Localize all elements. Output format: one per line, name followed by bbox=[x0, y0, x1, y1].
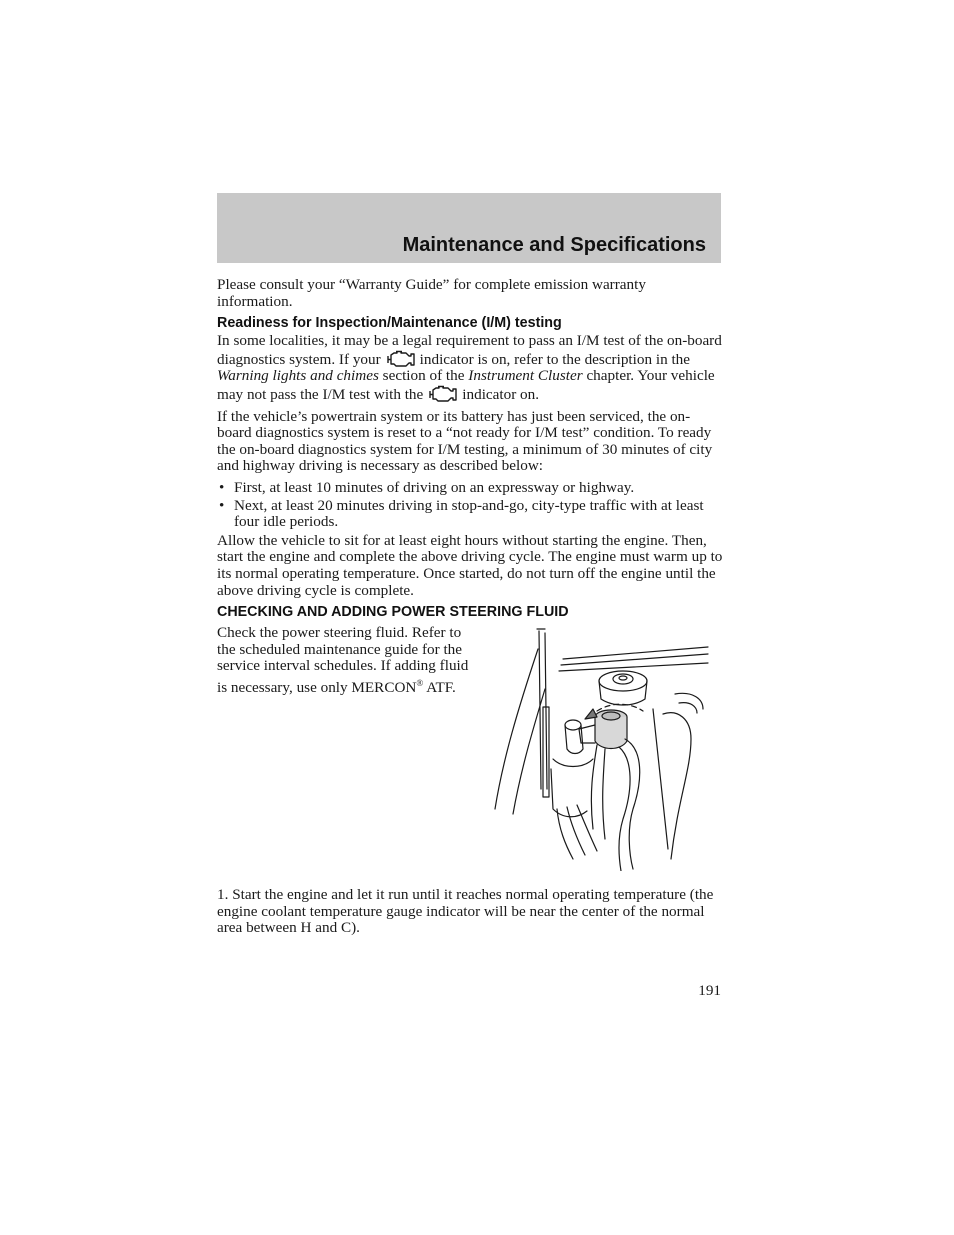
check-engine-icon bbox=[385, 350, 416, 368]
header-band bbox=[217, 193, 721, 263]
im-paragraph-2: If the vehicle’s powertrain system or its battery has just been serviced, the on-board diagnostics system is reset to a “not ready for I/M test” condition. To ready the on-board diagnostics system for I/M testing, a minimum of 30 minutes of city and highway driving is necessary as described below: bbox=[217, 407, 713, 475]
power-steering-paragraph: Check the power steering fluid. Refer to the scheduled maintenance guide for the service interval schedules. If adding fluid is necessary, use only MERCON® ATF. bbox=[217, 624, 469, 696]
list-item: • Next, at least 20 minutes driving in stop-and-go, city-type traffic with at least four idle periods. bbox=[217, 498, 723, 531]
intro-paragraph: Please consult your “Warranty Guide” for complete emission warranty information. bbox=[217, 276, 646, 310]
power-steering-reservoir-illustration bbox=[493, 619, 713, 871]
page-number: 191 bbox=[698, 982, 721, 999]
step-1: 1. Start the engine and let it run until it reaches normal operating temperature (the engine coolant temperature gauge indicator will be near the center of the normal area between H and C). bbox=[217, 886, 714, 937]
im-heading: Readiness for Inspection/Maintenance (I/M) testing bbox=[217, 315, 562, 332]
page-content bbox=[217, 277, 723, 942]
driving-cycle-list bbox=[217, 480, 723, 531]
im-paragraph-3: Allow the vehicle to sit for at least eight hours without starting the engine. Then, start the engine and complete the above driving cycle. The engine must warm up to its normal operating temperature. Once started, do not turn off the engine until the above driving cycle is complete. bbox=[217, 531, 723, 599]
list-item: • First, at least 10 minutes of driving on an expressway or highway. bbox=[217, 480, 723, 497]
im-paragraph-1: In some localities, it may be a legal requirement to pass an I/M test of the on-board diagnostics system. If your indicator is on, refer to the description in the Warning lights and chimes section of the Instrument Cluster chapter. Your vehicle may not pass the I/M test with the indicator on. bbox=[217, 332, 722, 403]
power-steering-row bbox=[217, 625, 723, 887]
page-title: Maintenance and Specifications bbox=[402, 234, 706, 256]
check-engine-icon bbox=[427, 385, 458, 403]
power-steering-heading: CHECKING AND ADDING POWER STEERING FLUID bbox=[217, 604, 569, 621]
